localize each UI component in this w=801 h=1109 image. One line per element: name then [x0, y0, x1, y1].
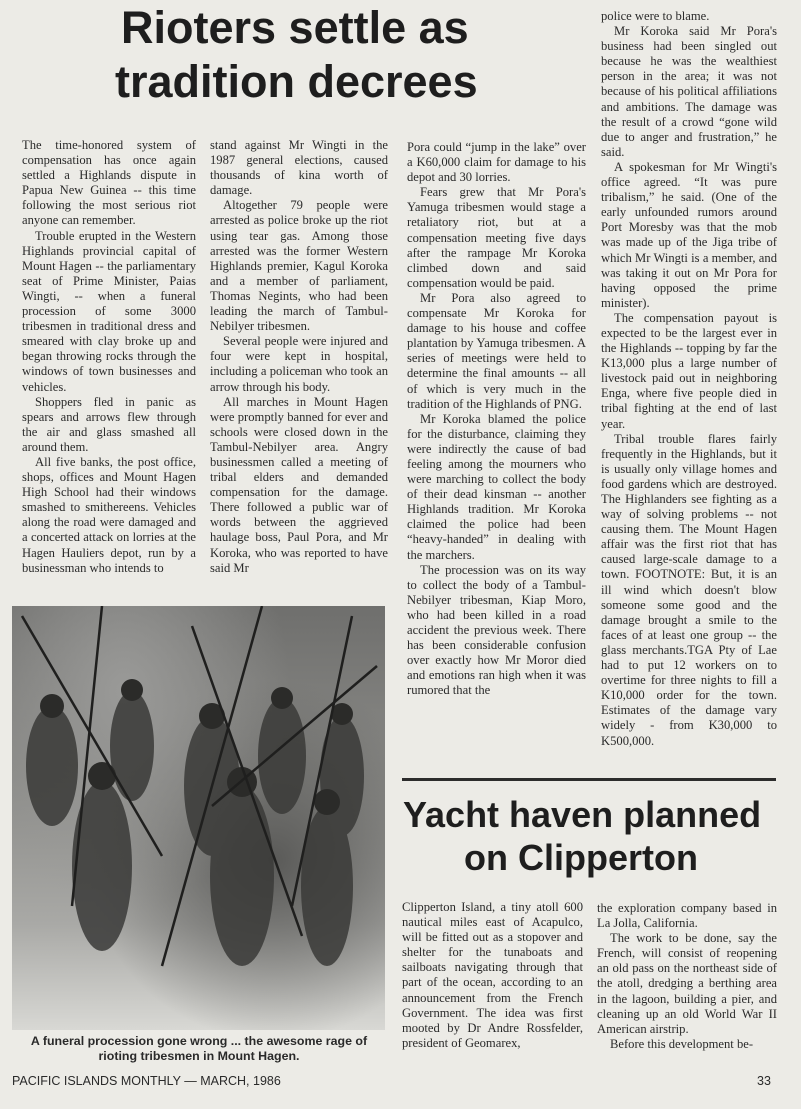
- paragraph: Mr Pora also agreed to compensate Mr Koroka for damage to his house and coffee plantation by Yamuga tribesmen. A series of meetings were held to determine the final amounts -- all of which is very much in the tradition of the Highlands of PNG.: [407, 290, 586, 411]
- page-number: 33: [757, 1074, 771, 1088]
- photo-caption: A funeral procession gone wrong ... the awesome rage of rioting tribesmen in Mount Hagen.: [30, 1034, 368, 1063]
- paragraph: Trouble erupted in the Western Highlands provincial capital of Mount Hagen -- the parliamentary seat of Prime Minister, Paias Wingti, -- when a funeral procession of some 3000 tribesmen in traditional dress and smeared with clay broke up and began throwing rocks through the windows of town businesses and vehicles.: [22, 228, 196, 394]
- paragraph: Shoppers fled in panic as spears and arrows flew through the air and glass smashed all around them.: [22, 394, 196, 454]
- paragraph: A spokesman for Mr Wingti's office agreed. “It was pure tribalism,” he said. (One of the early unfounded rumors around Port Moresby was that the mob was made up of the Jiga tribe of which Mr Wingti is a member, and was taking it out on Mr Pora for having opposed the prime minister).: [601, 159, 777, 310]
- paragraph: Mr Koroka blamed the police for the disturbance, claiming they were indirectly the cause of bad feeling among the mourners who were marching to collect the body of their dead kinsman -- another Highlands tradition. Mr Koroka claimed the police had been “heavy-handed” in dealing with the marchers.: [407, 411, 586, 562]
- paragraph: The procession was on its way to collect the body of a Tambul-Nebilyer tribesman, Kiap Moro, who had been killed in a road accident the previous week. There has been considerable confusion over exactly how Mr Moror died and emotions ran high when it was rumored that the: [407, 562, 586, 698]
- paragraph: Before this development be-: [610, 1036, 754, 1051]
- article-column-2: [210, 138, 388, 576]
- paragraph: The time-honored system of compensation has once again settled a Highlands dispute in Papua New Guinea -- this time following the most serious riot anyone can remember.: [22, 138, 196, 228]
- paragraph: Pora could “jump in the lake” over a K60,000 claim for damage to his depot and 30 lorries.: [407, 140, 586, 185]
- paragraph: The compensation payout is expected to be the largest ever in the Highlands -- topping by far the K13,000 plus a large number of livestock paid out in neighboring Enga, where five people died in tribal fighting at the end of last year.: [601, 310, 777, 431]
- article2-column-1: [402, 900, 583, 1051]
- paragraph: Tribal trouble flares fairly frequently in the Highlands, but it is usually only village homes and food gardens which are destroyed. The Highlanders see fighting as a way of solving problems -- not causing them. The Mount Hagen affair was the first riot that has caused large-scale damage to a town. FOOTNOTE: But, it is an ill wind which doesn't blow someone some good and the damage brought a smile to the faces of at least one group -- the glass merchants.TGA Pty of Lae had to put 12 workers on to overtime for three nights to fill a K10,000 order for the town. Estimates of the damage vary widely - from K30,000 to K500,000.: [601, 431, 777, 748]
- article-column-3: [407, 140, 586, 698]
- paragraph: Mr Koroka said Mr Pora's business had been singled out because he was the wealthiest person in the area; it was not because of his political affiliations and ambitions. The damage was the result of a crowd “gone wild due to anger and frustration,” he said.: [601, 24, 777, 159]
- article-headline-line2: on Clipperton: [464, 837, 698, 878]
- publication-footer: PACIFIC ISLANDS MONTHLY — MARCH, 1986: [12, 1074, 281, 1088]
- article-headline-line1: Yacht haven planned: [403, 794, 762, 835]
- paragraph: Fears grew that Mr Pora's Yamuga tribesmen would stage a retaliatory riot, but at a compensation meeting five days after the rampage Mr Koroka climbed down and said compensation would be paid.: [407, 185, 586, 290]
- section-divider: [402, 778, 776, 781]
- article-headline-line2: tradition decrees: [115, 56, 478, 107]
- paragraph: All five banks, the post office, shops, offices and Mount Hagen High School had their windows smashed to smithereens. Vehicles along the road were damaged and a concerted attack on lorries at the Hagen Hauliers depot, run by a businessman who intends to: [22, 454, 196, 575]
- article2-column-2: [597, 901, 777, 1052]
- paragraph: the exploration company based in La Jolla, California.: [597, 901, 777, 931]
- paragraph: stand against Mr Wingti in the 1987 general elections, caused thousands of kina worth of damage.: [210, 138, 388, 198]
- paragraph: Altogether 79 people were arrested as police broke up the riot using tear gas. Among those arrested was the former Western Highlands premier, Kagul Koroka and a member of parliament, Thomas Negints, who had been leading the march of Tambul-Nebilyer tribesmen.: [210, 198, 388, 334]
- paragraph: Clipperton Island, a tiny atoll 600 nautical miles east of Acapulco, will be fitted out as a stopover and shelter for the tunaboats and sailboats navigating through that part of the ocean, according to an announcement from the French Government. The idea was first mooted by Dr Andre Rossfelder, president of Geomarex,: [402, 900, 583, 1050]
- article-headline-line1: Rioters settle as: [121, 2, 469, 53]
- riot-photo-illustration: [12, 606, 385, 1030]
- article-column-1: [22, 138, 196, 576]
- paragraph: police were to blame.: [601, 9, 710, 23]
- article-column-4: [601, 9, 777, 749]
- paragraph: Several people were injured and four were kept in hospital, including a policeman who took an arrow through his body.: [210, 334, 388, 394]
- riot-photo: [12, 606, 385, 1030]
- paragraph: All marches in Mount Hagen were promptly banned for ever and schools were closed down in the Tambul-Nebilyer area. Angry businessmen called a meeting of tribal elders and demanded compensation for the damage. There followed a public war of words between the aggrieved haulage boss, Paul Pora, and Mr Koroka, who was reported to have said Mr: [210, 394, 388, 575]
- paragraph: The work to be done, say the French, will consist of reopening an old pass on the northeast side of the atoll, dredging a berthing area in the lagoon, building a pier, and cleaning up an old World War II American airstrip.: [597, 931, 777, 1036]
